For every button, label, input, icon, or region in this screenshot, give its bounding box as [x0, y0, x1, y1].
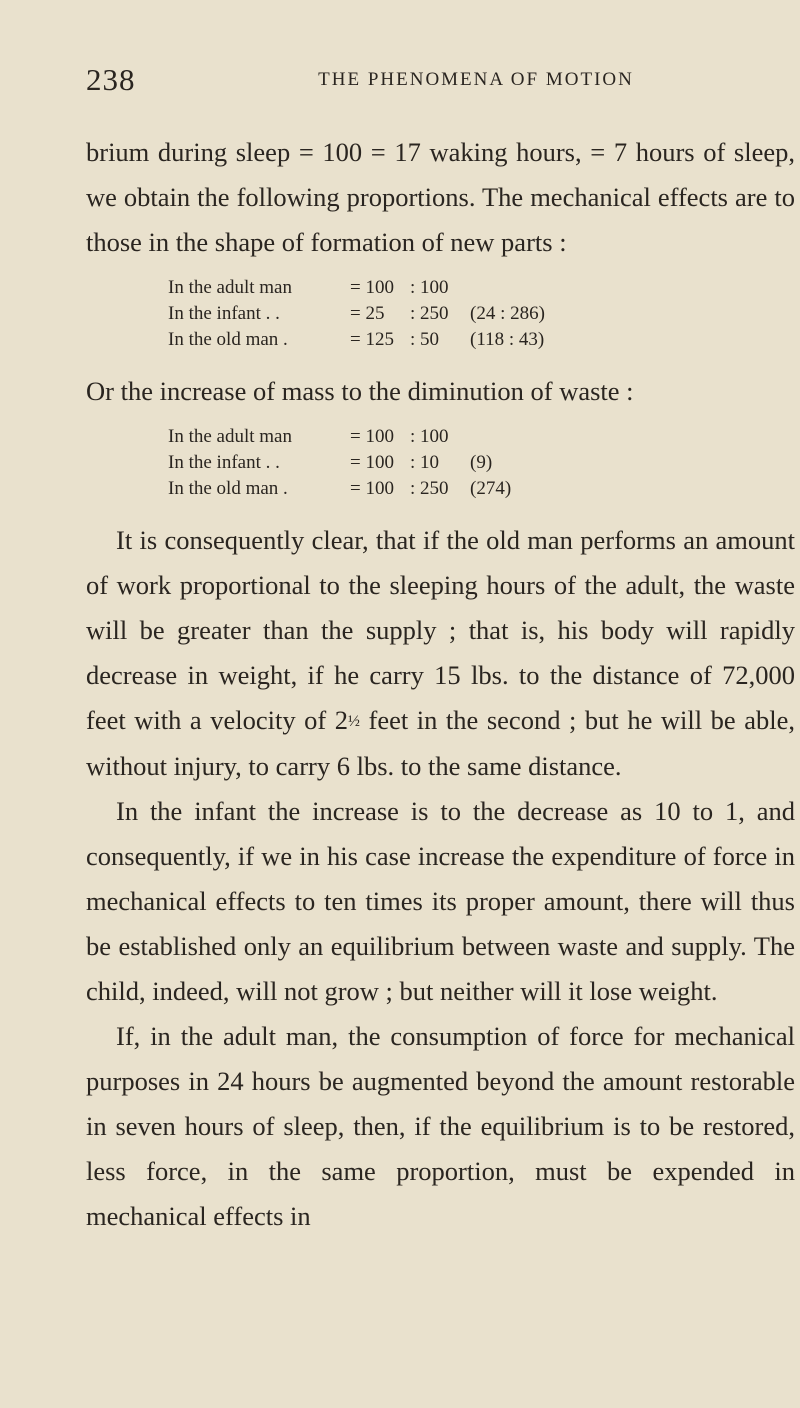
running-head: THE PHENOMENA OF MOTION: [318, 69, 634, 90]
row-ratio: = 100: [350, 426, 394, 447]
page-header: [86, 62, 786, 96]
row-value: : 50: [410, 329, 440, 350]
proportions-table-2: [168, 424, 795, 502]
row-label: In the adult man: [168, 426, 292, 447]
row-value: : 250: [410, 478, 449, 499]
row-label: In the old man .: [168, 478, 288, 499]
row-ratio: = 100: [350, 277, 394, 298]
table-row: [168, 275, 795, 301]
proportions-table-1: [168, 275, 795, 353]
paragraph-1: brium during sleep = 100 = 17 waking hours, = 7 hours of sleep, we obtain the following proportions. The mechanical effects are to those in the shape of formation of new parts :: [86, 137, 795, 257]
row-label: In the old man .: [168, 329, 288, 350]
paragraph-4: In the infant the increase is to the decrease as 10 to 1, and consequently, if we in his case increase the expenditure of force in mechanical effects to ten times its proper amount, there will thus be established only an equilibrium between waste and supply. The child, indeed, will not grow ; but neither will it lose weight.: [86, 795, 795, 1006]
table-row: [168, 424, 795, 450]
row-ratio: = 100: [350, 452, 394, 473]
page-number: 238: [86, 62, 136, 97]
table-row: [168, 301, 795, 327]
row-extra: (24 : 286): [470, 303, 545, 324]
table-row: [168, 476, 795, 502]
row-extra: [470, 424, 610, 450]
row-label: In the infant . .: [168, 452, 280, 473]
row-label: In the adult man: [168, 277, 292, 298]
row-value: : 100: [410, 277, 449, 298]
row-extra: (118 : 43): [470, 329, 545, 350]
row-extra: (9): [470, 452, 493, 473]
row-ratio: = 100: [350, 478, 394, 499]
row-extra: [470, 275, 610, 301]
paragraph-2: Or the increase of mass to the diminution of waste :: [86, 376, 634, 406]
paragraph-3: It is consequently clear, that if the old man performs an amount of work proportional to the sleeping hours of the adult, the waste will be greater than the supply ; that is, his body will rapidly decrease in weight, if he carry 15 lbs. to the distance of 72,000 feet with a velocity of 2½ feet in the second ; but he will be able, without injury, to carry 6 lbs. to the same distance.: [86, 525, 795, 781]
row-ratio: = 25: [350, 303, 385, 324]
row-label: In the infant . .: [168, 303, 280, 324]
table-row: [168, 327, 795, 353]
row-value: : 100: [410, 426, 449, 447]
table-row: [168, 450, 795, 476]
row-ratio: = 125: [350, 329, 394, 350]
paragraph-5: If, in the adult man, the consumption of force for mechanical purposes in 24 hours be augmented beyond the amount restorable in seven hours of sleep, then, if the equilibrium is to be restored, less force, in the same proportion, must be expended in mechanical effects in: [86, 1020, 795, 1231]
row-extra: (274): [470, 478, 512, 499]
page-body: [86, 130, 795, 1239]
fraction-half: ½: [348, 712, 360, 730]
row-value: : 10: [410, 452, 440, 473]
row-value: : 250: [410, 303, 449, 324]
